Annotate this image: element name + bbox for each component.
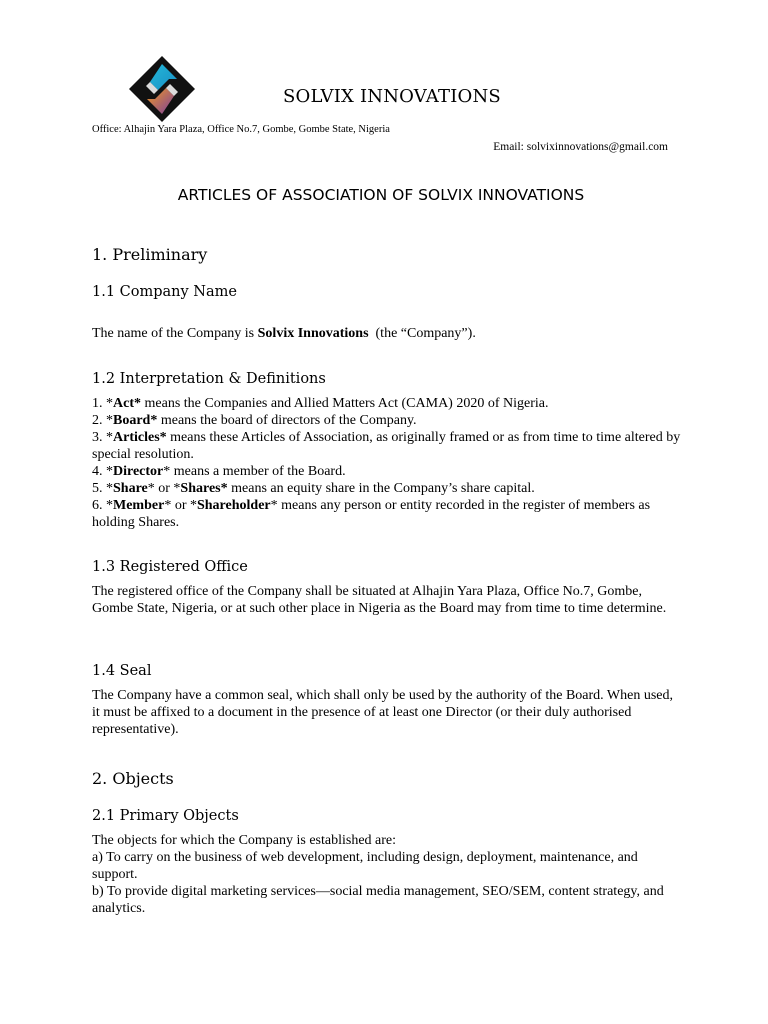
heading-1-1: 1.1 Company Name — [92, 284, 237, 300]
definition-item: 5. *Share* or *Shares* means an equity share in the Company’s share capital. — [92, 481, 535, 496]
section-2-heading: 2. Objects — [92, 769, 174, 788]
object-item: a) To carry on the business of web development, including design, deployment, maintenance, and support. — [92, 850, 638, 882]
text: The name of the Company is — [92, 326, 258, 341]
objects-list — [92, 832, 682, 917]
objects-intro: The objects for which the Company is established are: — [92, 833, 397, 848]
text: (the “Company”). — [368, 326, 476, 341]
registered-office-paragraph: The registered office of the Company shall be situated at Alhajin Yara Plaza, Office No.7, Gombe, Gombe State, Nigeria, or at such other place in Nigeria as the Board may from time to time determine. — [92, 584, 667, 616]
document-title: ARTICLES OF ASSOCIATION OF SOLVIX INNOVATIONS — [177, 186, 585, 204]
seal-paragraph: The Company have a common seal, which shall only be used by the authority of the Board. When used, it must be affixed to a document in the presence of at least one Director (or their duly authorised representative). — [92, 688, 673, 737]
heading-2-1: 2.1 Primary Objects — [92, 808, 239, 824]
heading-1-2: 1.2 Interpretation & Definitions — [92, 371, 326, 387]
definition-item: 6. *Member* or *Shareholder* means any person or entity recorded in the register of members as holding Shares. — [92, 498, 651, 530]
company-logo — [128, 55, 196, 123]
company-name-bold: Solvix Innovations — [257, 326, 369, 341]
contact-email: Email: solvixinnovations@gmail.com — [493, 141, 668, 153]
heading-1-3: 1.3 Registered Office — [92, 559, 248, 575]
object-item: b) To provide digital marketing services—social media management, SEO/SEM, content strategy, and analytics. — [92, 884, 664, 916]
definitions-list — [92, 395, 682, 531]
office-address: Office: Alhajin Yara Plaza, Office No.7, Gombe, Gombe State, Nigeria — [92, 124, 390, 135]
definition-item: 4. *Director* means a member of the Board. — [92, 464, 346, 479]
heading-1-4: 1.4 Seal — [92, 663, 152, 679]
definition-item: 3. *Articles* means these Articles of Association, as originally framed or as from time to time altered by special resolution. — [92, 430, 681, 462]
company-name: SOLVIX INNOVATIONS — [283, 86, 501, 107]
section-1-heading: 1. Preliminary — [92, 245, 208, 264]
definition-item: 2. *Board* means the board of directors of the Company. — [92, 413, 417, 428]
company-name-paragraph — [92, 325, 682, 342]
definition-item: 1. *Act* means the Companies and Allied Matters Act (CAMA) 2020 of Nigeria. — [92, 396, 549, 411]
